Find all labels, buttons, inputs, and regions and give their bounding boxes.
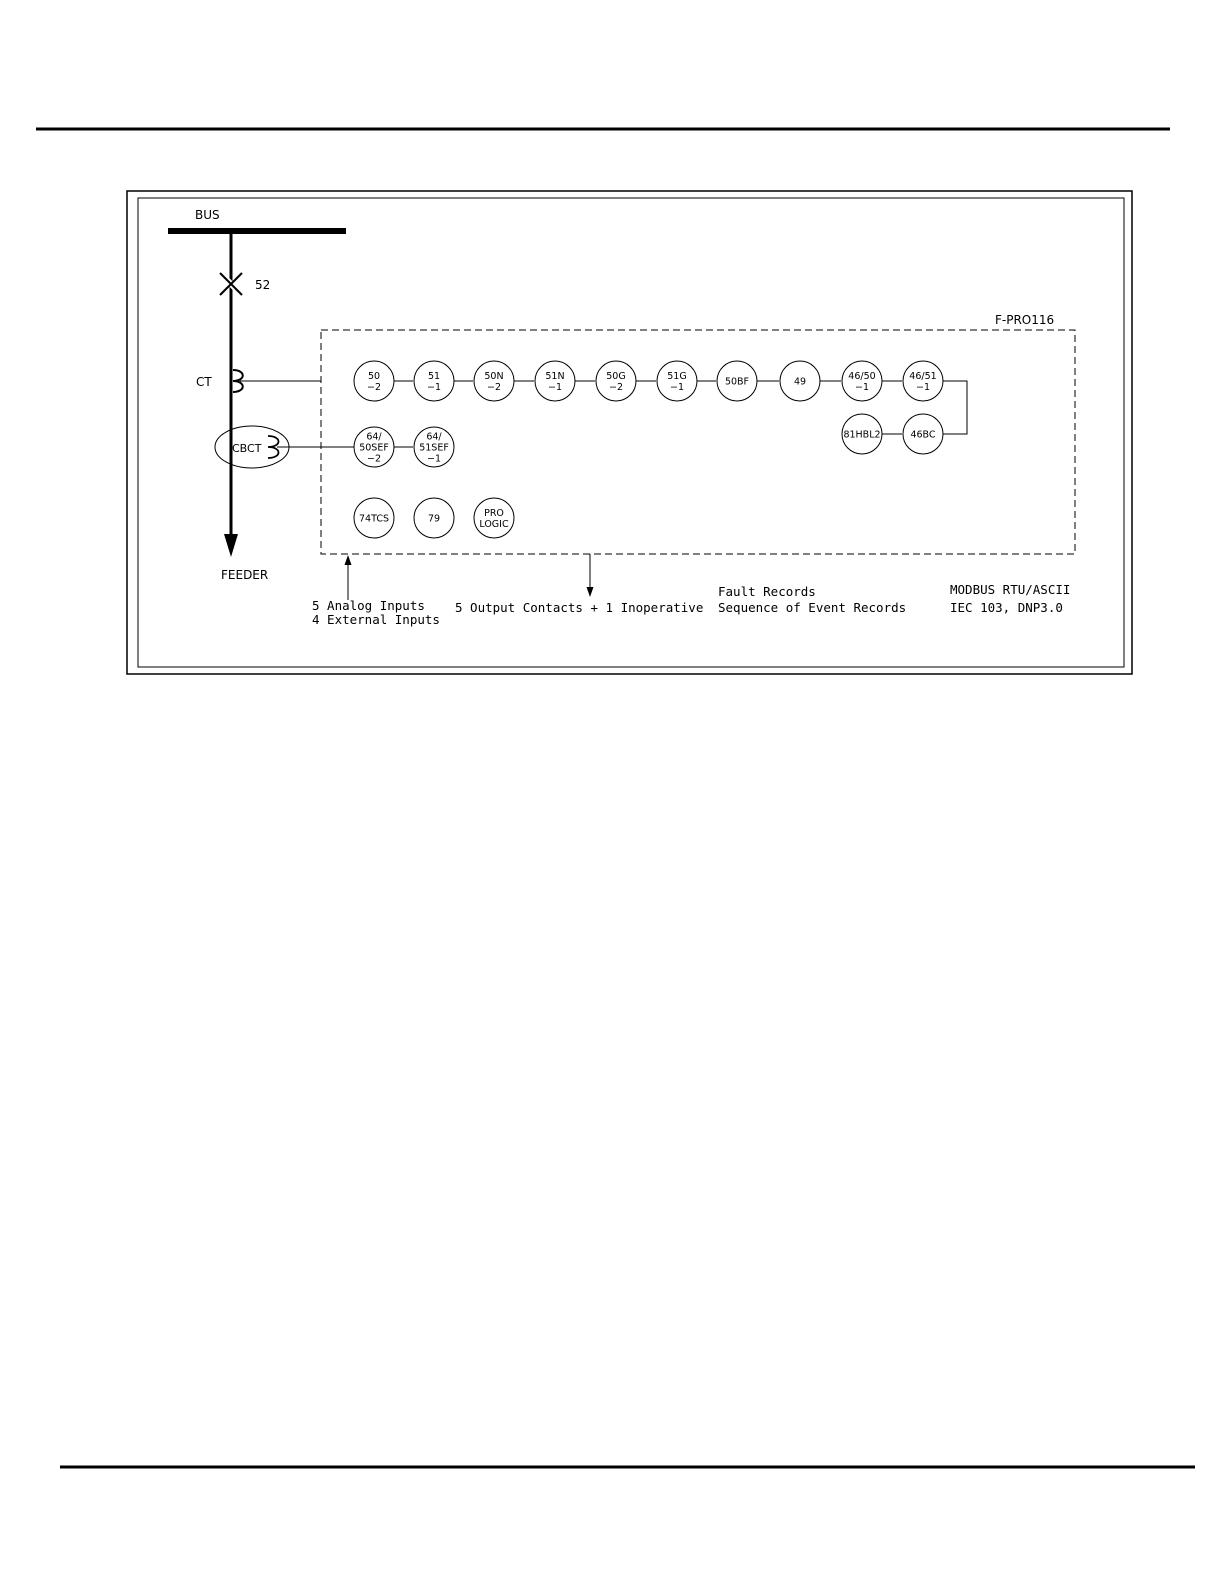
ct-label: CT: [196, 375, 212, 389]
function-51g-1: [657, 361, 697, 401]
cbct-label: CBCT: [232, 442, 262, 455]
feeder-arrow-icon: [224, 534, 238, 557]
function-49: [780, 361, 820, 401]
function-label: 51G: [667, 371, 687, 382]
function-label: 64/: [426, 431, 442, 443]
function-label: 51: [427, 371, 441, 382]
function-74tcs: [354, 498, 394, 538]
function-label: −2: [366, 453, 382, 465]
outputs-note: 5 Output Contacts + 1 Inoperative: [455, 600, 704, 615]
function-50bf: [717, 361, 757, 401]
function-label: −2: [486, 382, 502, 393]
function-label: 79: [427, 513, 441, 525]
function-label: −1: [669, 382, 685, 393]
function-label: −2: [366, 382, 382, 393]
function-label: 74TCS: [359, 513, 389, 525]
function-circles: [354, 361, 943, 538]
function-label: −1: [854, 382, 870, 393]
function-pro-logic: [474, 498, 514, 538]
feeder-label: FEEDER: [221, 568, 269, 582]
function-label: 81HBL2: [843, 429, 881, 441]
inputs-line-1: 5 Analog Inputs: [312, 598, 425, 613]
function-79: [414, 498, 454, 538]
function-label: 50G: [606, 371, 626, 382]
comms-line-1: MODBUS RTU/ASCII: [950, 582, 1071, 597]
relay-label: F-PRO116: [995, 313, 1055, 327]
function-50n-2: [474, 361, 514, 401]
function-label: −1: [547, 382, 563, 393]
function-50g-2: [596, 361, 636, 401]
function-46-51-1: [903, 361, 943, 401]
output-arrow-icon: [587, 554, 594, 597]
function-64-50sef-2: [354, 427, 394, 467]
function-46bc: [903, 414, 943, 454]
function-label: 46/51: [909, 371, 937, 382]
function-81hbl2: [842, 414, 882, 454]
function-label: 50SEF: [359, 442, 389, 454]
breaker-label: 52: [255, 278, 271, 292]
function-label: 50: [367, 371, 381, 382]
input-arrow-icon: [345, 555, 352, 600]
function-label: 50BF: [724, 376, 750, 388]
function-label: 49: [793, 376, 807, 388]
records-line-2: Sequence of Event Records: [718, 600, 907, 615]
function-label: LOGIC: [479, 519, 509, 530]
function-label: 51SEF: [419, 442, 449, 454]
bus-bar: [168, 228, 346, 234]
function-50-2: [354, 361, 394, 401]
function-label: 46/50: [848, 371, 876, 382]
comms-line-2: IEC 103, DNP3.0: [950, 600, 1063, 615]
cbct-coil-icon: [268, 436, 279, 458]
function-51n-1: [535, 361, 575, 401]
function-64-51sef-1: [414, 427, 454, 467]
bus-label: BUS: [195, 208, 220, 222]
function-46-50-1: [842, 361, 882, 401]
function-label: 46BC: [910, 429, 936, 441]
function-label: −1: [915, 382, 931, 393]
function-label: PRO: [484, 508, 504, 519]
function-label: 64/: [366, 431, 382, 443]
function-label: 50N: [484, 371, 504, 382]
function-label: −1: [426, 382, 442, 393]
records-line-1: Fault Records: [718, 584, 816, 599]
function-label: 51N: [545, 371, 565, 382]
function-51-1: [414, 361, 454, 401]
function-label: −1: [426, 453, 442, 465]
inputs-line-2: 4 External Inputs: [312, 612, 440, 627]
function-label: −2: [608, 382, 624, 393]
